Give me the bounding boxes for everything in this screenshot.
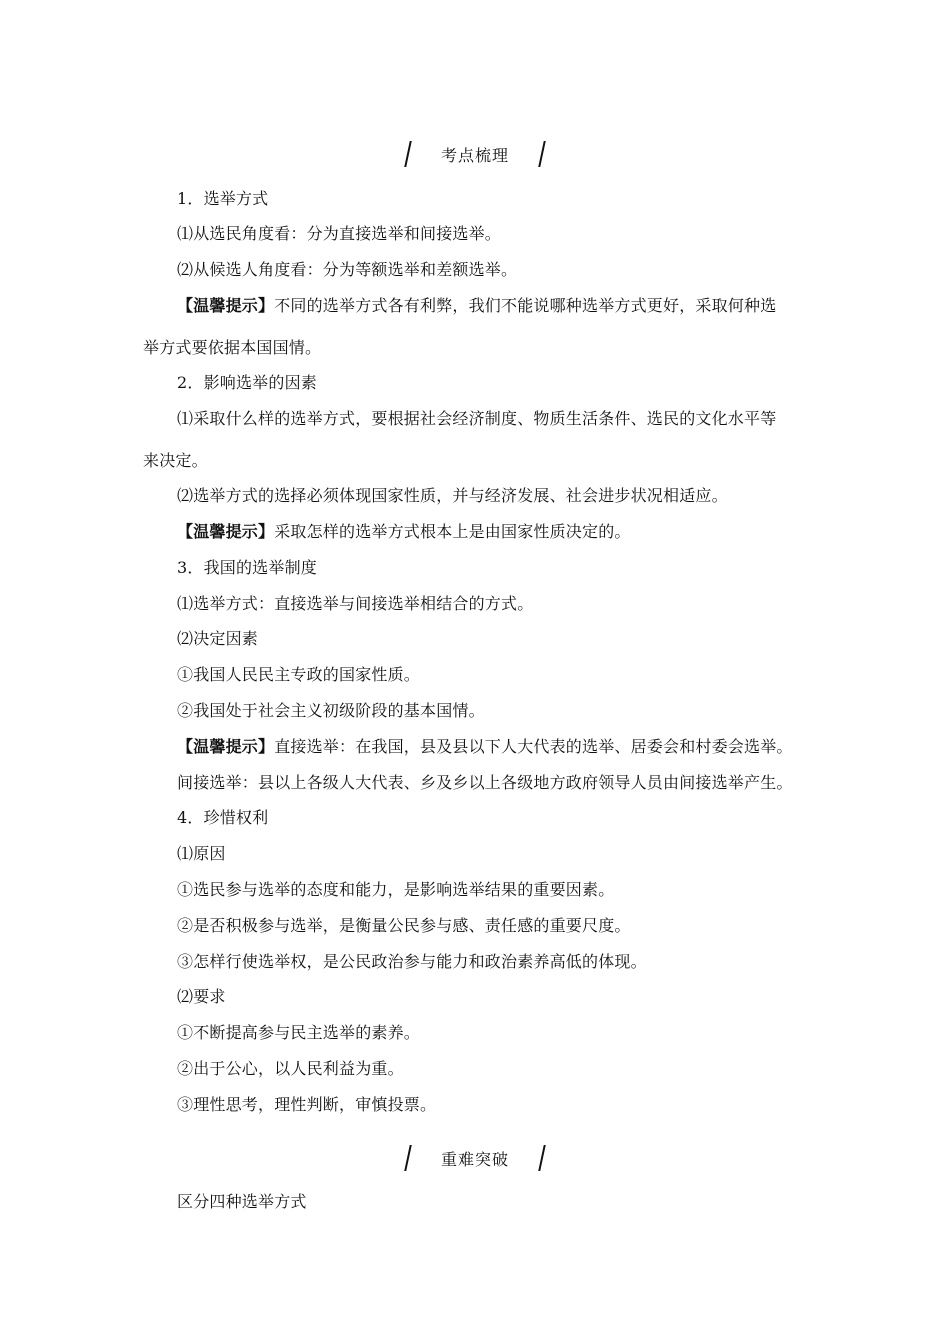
tip-label: 【温馨提示】 [177, 737, 275, 756]
heading-text: 重难突破 [440, 1149, 509, 1169]
tip-text: 直接选举：在我国，县及县以下人大代表的选举、居委会和村委会选举。 [274, 737, 793, 756]
paragraph-line: 1．选举方式 [177, 189, 269, 208]
paragraph-line: ①选民参与选举的态度和能力，是影响选举结果的重要因素。 [177, 880, 615, 899]
heading-slash-right [538, 141, 546, 167]
paragraph-line: ⑴原因 [177, 844, 226, 863]
paragraph-line: ②出于公心，以人民利益为重。 [177, 1059, 404, 1078]
paragraph-line: ①不断提高参与民主选举的素养。 [177, 1023, 421, 1042]
paragraph-line: ⑵选举方式的选择必须体现国家性质，并与经济发展、社会进步状况相适应。 [177, 486, 728, 505]
tip-text: 不同的选举方式各有利弊，我们不能说哪种选举方式更好，采取何种选 [274, 296, 777, 315]
tip-paragraph [177, 737, 793, 757]
paragraph-line: ③理性思考，理性判断，审慎投票。 [177, 1095, 437, 1114]
paragraph-line: ③怎样行使选举权，是公民政治参与能力和政治素养高低的体现。 [177, 952, 647, 971]
paragraph-line: 来决定。 [143, 451, 208, 470]
heading-slash-right [538, 1145, 546, 1171]
paragraph-line: ②我国处于社会主义初级阶段的基本国情。 [177, 701, 485, 720]
tip-label: 【温馨提示】 [177, 296, 275, 315]
section-heading-review [0, 134, 950, 174]
paragraph-line: ⑴从选民角度看：分为直接选举和间接选举。 [177, 224, 502, 243]
heading-slash-left [404, 1145, 412, 1171]
paragraph-line: 区分四种选举方式 [177, 1192, 307, 1211]
section-heading-key-points [0, 1138, 950, 1178]
paragraph-line: 3．我国的选举制度 [177, 558, 317, 577]
paragraph-line: ⑵要求 [177, 987, 226, 1006]
paragraph-line: ⑵决定因素 [177, 629, 259, 648]
tip-text: 采取怎样的选举方式根本上是由国家性质决定的。 [274, 522, 631, 541]
tip-paragraph [177, 522, 631, 542]
paragraph-line: 4．珍惜权利 [177, 808, 269, 827]
tip-label: 【温馨提示】 [177, 522, 275, 541]
paragraph-line: 举方式要依据本国国情。 [143, 338, 322, 357]
paragraph-line: ⑴选举方式：直接选举与间接选举相结合的方式。 [177, 594, 534, 613]
paragraph-line: ⑵从候选人角度看：分为等额选举和差额选举。 [177, 260, 518, 279]
paragraph-line: ①我国人民民主专政的国家性质。 [177, 665, 421, 684]
paragraph-line: ⑴采取什么样的选举方式，要根据社会经济制度、物质生活条件、选民的文化水平等 [177, 409, 777, 428]
tip-paragraph [177, 296, 776, 316]
paragraph-line: ②是否积极参与选举，是衡量公民参与感、责任感的重要尺度。 [177, 916, 631, 935]
heading-text: 考点梳理 [440, 145, 509, 165]
paragraph-line: 2．影响选举的因素 [177, 373, 317, 392]
paragraph-line: 间接选举：县以上各级人大代表、乡及乡以上各级地方政府领导人员由间接选举产生。 [177, 773, 793, 792]
heading-slash-left [404, 141, 412, 167]
